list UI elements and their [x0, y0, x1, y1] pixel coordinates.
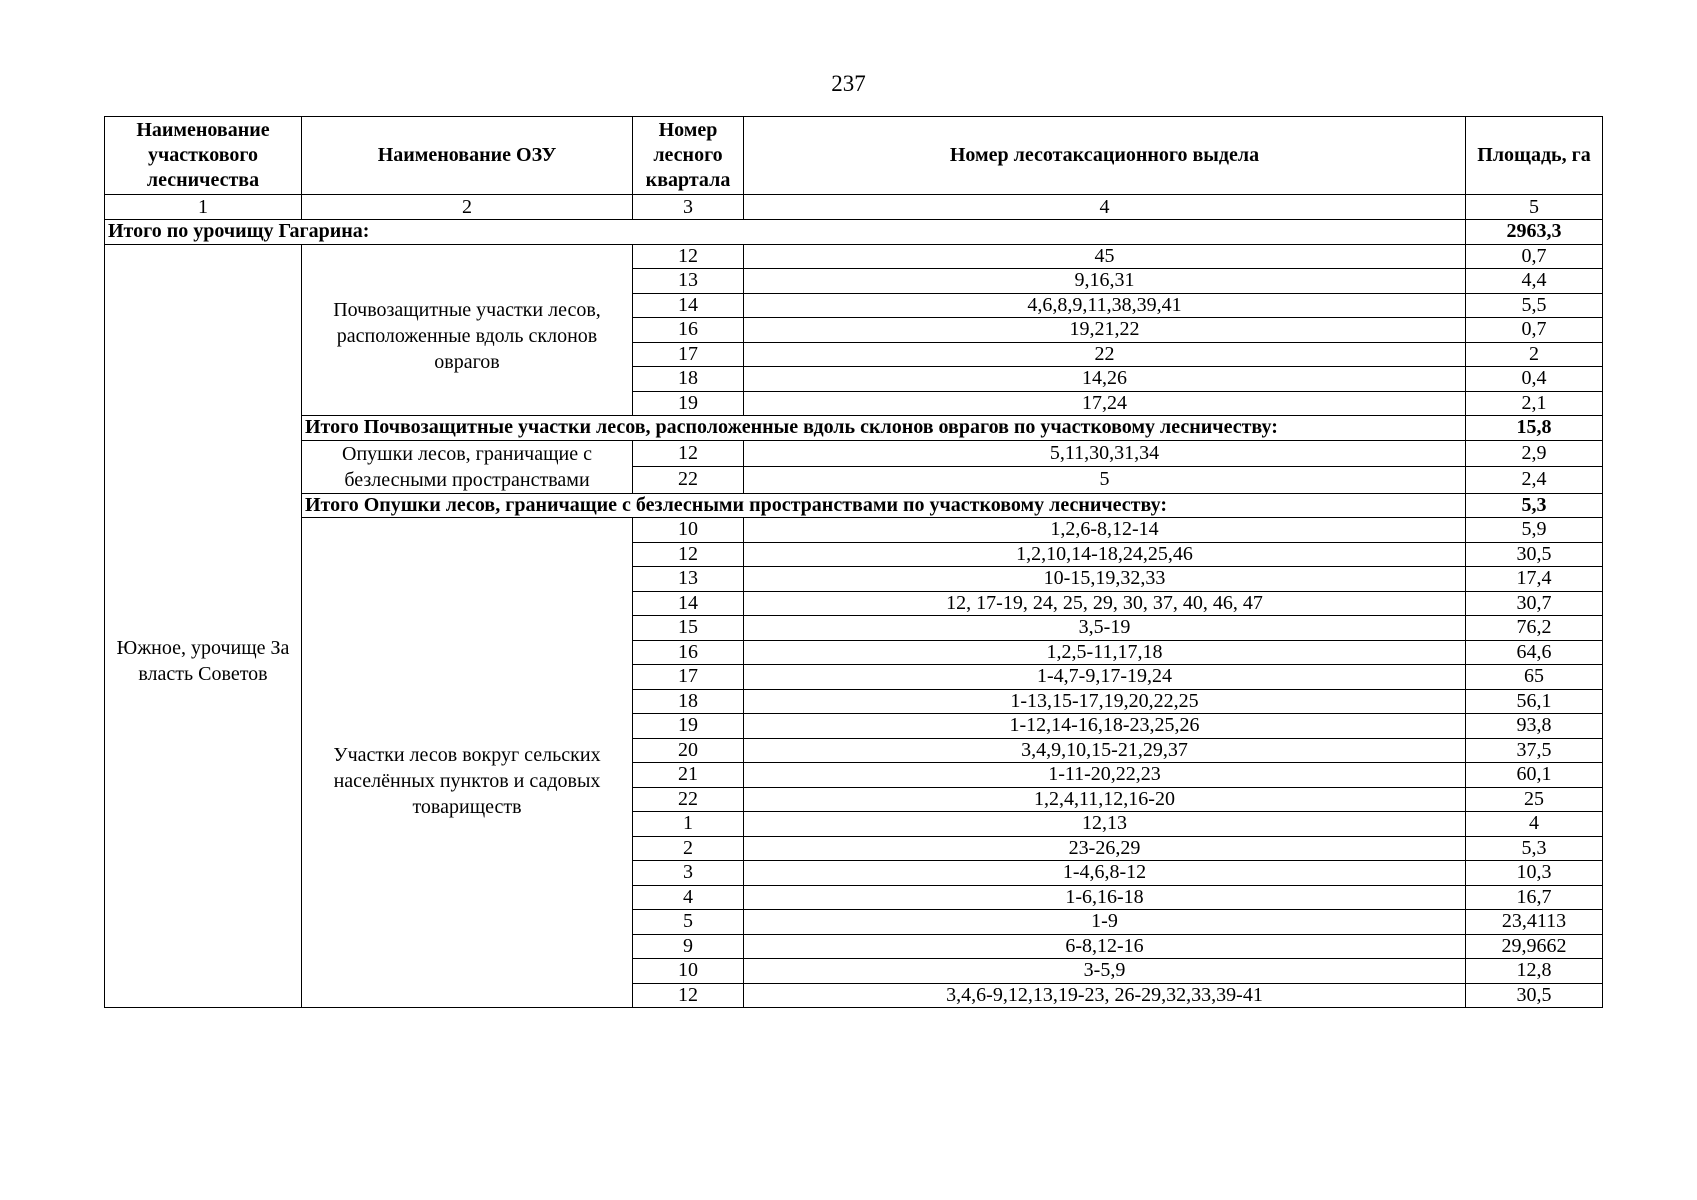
plots-cell: 45 — [744, 244, 1466, 269]
quarter-cell: 10 — [633, 959, 744, 984]
area-cell: 0,7 — [1466, 244, 1603, 269]
quarter-cell: 13 — [633, 567, 744, 592]
quarter-cell: 22 — [633, 467, 744, 494]
header-area: Площадь, га — [1466, 117, 1603, 195]
forest-table — [104, 116, 1603, 1008]
quarter-cell: 5 — [633, 910, 744, 935]
area-cell: 0,7 — [1466, 318, 1603, 343]
area-cell: 30,5 — [1466, 542, 1603, 567]
table-row — [105, 244, 1603, 269]
plots-cell: 1-4,6,8-12 — [744, 861, 1466, 886]
quarter-cell: 12 — [633, 244, 744, 269]
table-row — [105, 440, 1603, 467]
plots-cell: 6-8,12-16 — [744, 934, 1466, 959]
plots-cell: 5 — [744, 467, 1466, 494]
area-cell: 10,3 — [1466, 861, 1603, 886]
plots-cell: 1,2,4,11,12,16-20 — [744, 787, 1466, 812]
plots-cell: 1,2,10,14-18,24,25,46 — [744, 542, 1466, 567]
plots-cell: 23-26,29 — [744, 836, 1466, 861]
plots-cell: 3,4,9,10,15-21,29,37 — [744, 738, 1466, 763]
ozu-name: Участки лесов вокруг сельских населённых пунктов и садовых товариществ — [302, 518, 633, 1008]
quarter-cell: 16 — [633, 640, 744, 665]
quarter-cell: 9 — [633, 934, 744, 959]
quarter-cell: 21 — [633, 763, 744, 788]
area-cell: 37,5 — [1466, 738, 1603, 763]
grand-total-area: 2963,3 — [1466, 220, 1603, 245]
area-cell: 5,5 — [1466, 293, 1603, 318]
area-cell: 2 — [1466, 342, 1603, 367]
area-cell: 60,1 — [1466, 763, 1603, 788]
table-header — [105, 117, 1603, 220]
plots-cell: 1,2,6-8,12-14 — [744, 518, 1466, 543]
plots-cell: 4,6,8,9,11,38,39,41 — [744, 293, 1466, 318]
quarter-cell: 17 — [633, 665, 744, 690]
ozu-name: Почвозащитные участки лесов, расположенные вдоль склонов оврагов — [302, 244, 633, 416]
area-cell: 17,4 — [1466, 567, 1603, 592]
plots-cell: 19,21,22 — [744, 318, 1466, 343]
area-cell: 76,2 — [1466, 616, 1603, 641]
quarter-cell: 14 — [633, 591, 744, 616]
quarter-cell: 14 — [633, 293, 744, 318]
quarter-cell: 10 — [633, 518, 744, 543]
column-number: 3 — [633, 195, 744, 220]
area-cell: 93,8 — [1466, 714, 1603, 739]
area-cell: 29,9662 — [1466, 934, 1603, 959]
header-row — [105, 117, 1603, 195]
group-total-label: Итого Опушки лесов, граничащие с безлесными пространствами по участковому лесничеству: — [302, 493, 1466, 518]
plots-cell: 10-15,19,32,33 — [744, 567, 1466, 592]
header-plots: Номер лесотаксационного выдела — [744, 117, 1466, 195]
quarter-cell: 12 — [633, 542, 744, 567]
ozu-name: Опушки лесов, граничащие с безлесными пространствами — [302, 440, 633, 493]
plots-cell: 1-9 — [744, 910, 1466, 935]
plots-cell: 22 — [744, 342, 1466, 367]
table-body — [105, 220, 1603, 1008]
area-cell: 5,9 — [1466, 518, 1603, 543]
quarter-cell: 17 — [633, 342, 744, 367]
area-cell: 30,5 — [1466, 983, 1603, 1008]
area-cell: 5,3 — [1466, 836, 1603, 861]
grand-total-row — [105, 220, 1603, 245]
plots-cell: 3-5,9 — [744, 959, 1466, 984]
quarter-cell: 12 — [633, 440, 744, 467]
quarter-cell: 2 — [633, 836, 744, 861]
area-cell: 25 — [1466, 787, 1603, 812]
group-total-row — [105, 416, 1603, 441]
area-cell: 56,1 — [1466, 689, 1603, 714]
quarter-cell: 15 — [633, 616, 744, 641]
plots-cell: 1-11-20,22,23 — [744, 763, 1466, 788]
plots-cell: 1,2,5-11,17,18 — [744, 640, 1466, 665]
quarter-cell: 12 — [633, 983, 744, 1008]
quarter-cell: 3 — [633, 861, 744, 886]
column-number: 4 — [744, 195, 1466, 220]
column-number: 2 — [302, 195, 633, 220]
quarter-cell: 13 — [633, 269, 744, 294]
plots-cell: 5,11,30,31,34 — [744, 440, 1466, 467]
group-total-area: 5,3 — [1466, 493, 1603, 518]
plots-cell: 1-13,15-17,19,20,22,25 — [744, 689, 1466, 714]
area-cell: 0,4 — [1466, 367, 1603, 392]
page-number: 237 — [831, 71, 866, 96]
column-number: 1 — [105, 195, 302, 220]
table-row — [105, 518, 1603, 543]
plots-cell: 9,16,31 — [744, 269, 1466, 294]
quarter-cell: 19 — [633, 714, 744, 739]
area-cell: 64,6 — [1466, 640, 1603, 665]
quarter-cell: 1 — [633, 812, 744, 837]
area-cell: 2,4 — [1466, 467, 1603, 494]
area-cell: 4,4 — [1466, 269, 1603, 294]
plots-cell: 3,4,6-9,12,13,19-23, 26-29,32,33,39-41 — [744, 983, 1466, 1008]
header-ozu: Наименование ОЗУ — [302, 117, 633, 195]
plots-cell: 12,13 — [744, 812, 1466, 837]
area-cell: 16,7 — [1466, 885, 1603, 910]
plots-cell: 17,24 — [744, 391, 1466, 416]
area-cell: 2,9 — [1466, 440, 1603, 467]
area-cell: 23,4113 — [1466, 910, 1603, 935]
plots-cell: 3,5-19 — [744, 616, 1466, 641]
grand-total-label: Итого по урочищу Гагарина: — [105, 220, 1466, 245]
area-cell: 12,8 — [1466, 959, 1603, 984]
district-name: Южное, урочище За власть Советов — [105, 244, 302, 1008]
group-total-label: Итого Почвозащитные участки лесов, расположенные вдоль склонов оврагов по участковому лесничеству: — [302, 416, 1466, 441]
area-cell: 30,7 — [1466, 591, 1603, 616]
column-number: 5 — [1466, 195, 1603, 220]
quarter-cell: 19 — [633, 391, 744, 416]
quarter-cell: 4 — [633, 885, 744, 910]
plots-cell: 1-12,14-16,18-23,25,26 — [744, 714, 1466, 739]
quarter-cell: 18 — [633, 689, 744, 714]
column-number-row — [105, 195, 1603, 220]
quarter-cell: 16 — [633, 318, 744, 343]
header-district: Наименование участкового лесничества — [105, 117, 302, 195]
area-cell: 2,1 — [1466, 391, 1603, 416]
group-total-row — [105, 493, 1603, 518]
plots-cell: 1-6,16-18 — [744, 885, 1466, 910]
quarter-cell: 20 — [633, 738, 744, 763]
plots-cell: 14,26 — [744, 367, 1466, 392]
quarter-cell: 18 — [633, 367, 744, 392]
quarter-cell: 22 — [633, 787, 744, 812]
header-quarter: Номер лесного квартала — [633, 117, 744, 195]
area-cell: 4 — [1466, 812, 1603, 837]
group-total-area: 15,8 — [1466, 416, 1603, 441]
area-cell: 65 — [1466, 665, 1603, 690]
plots-cell: 12, 17-19, 24, 25, 29, 30, 37, 40, 46, 47 — [744, 591, 1466, 616]
plots-cell: 1-4,7-9,17-19,24 — [744, 665, 1466, 690]
